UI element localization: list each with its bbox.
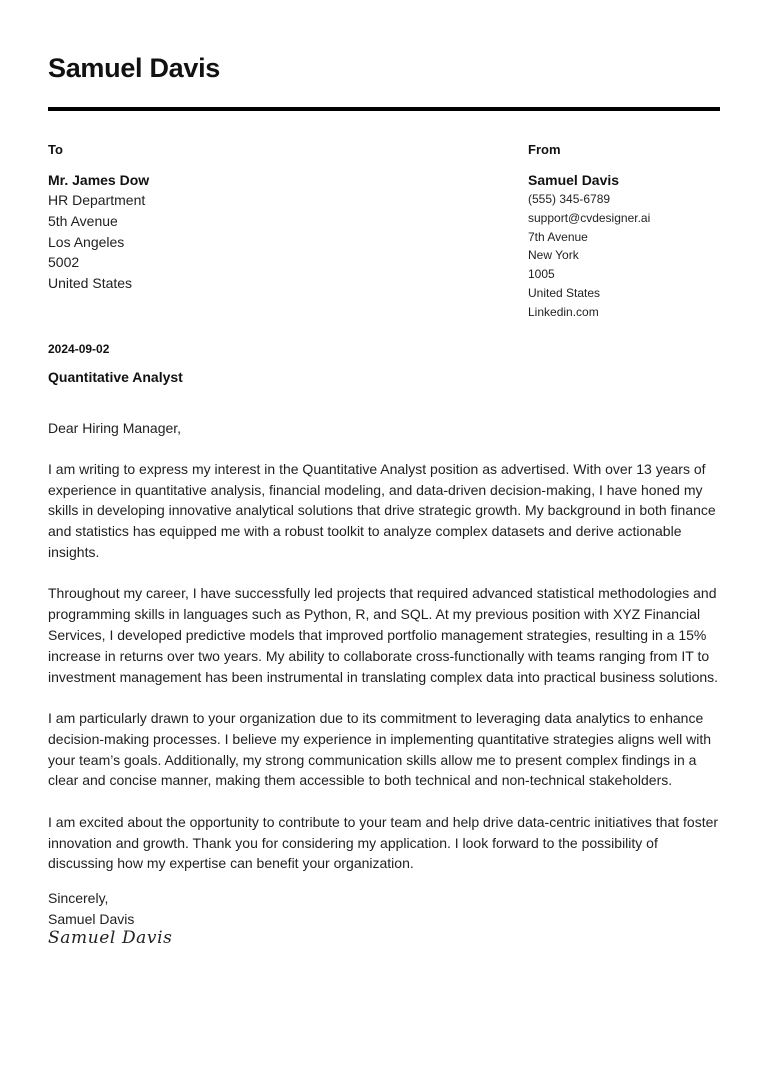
from-label: From bbox=[528, 142, 561, 157]
to-label: To bbox=[48, 142, 63, 157]
applicant-name-header: Samuel Davis bbox=[48, 53, 220, 83]
sender-email: support@cvdesigner.ai bbox=[528, 210, 651, 225]
letter-body bbox=[48, 418, 720, 930]
header-divider bbox=[48, 107, 720, 111]
sender-zip: 1005 bbox=[528, 267, 555, 282]
greeting: Dear Hiring Manager, bbox=[48, 420, 182, 436]
sender-street: 7th Avenue bbox=[528, 229, 588, 244]
recipient-country: United States bbox=[48, 275, 133, 292]
body-paragraph: I am writing to express my interest in the Quantitative Analyst position as advertised. With over 13 years of experience in quantitative analysis, financial modeling, and data-driven decision-making, I have honed my skills in developing innovative analytical solutions that drive strategic growth. My background in both finance and statistics has equipped me with a robust toolkit to analyze complex datasets and derive actionable insights. bbox=[48, 460, 716, 560]
letter-date: 2024-09-02 bbox=[48, 342, 110, 356]
handwritten-signature: Samuel Davis bbox=[48, 928, 173, 948]
recipient-city: Los Angeles bbox=[48, 233, 125, 250]
sender-city: New York bbox=[528, 248, 579, 263]
sender-website: Linkedin.com bbox=[528, 304, 599, 319]
sender-phone: (555) 345-6789 bbox=[528, 192, 611, 206]
sender-name: Samuel Davis bbox=[528, 172, 620, 188]
job-title: Quantitative Analyst bbox=[48, 369, 183, 385]
recipient-street: 5th Avenue bbox=[48, 212, 118, 229]
recipient-address bbox=[48, 170, 149, 294]
body-paragraph: I am excited about the opportunity to contribute to your team and help drive data-centric initiatives that foster innovation and growth. Thank you for considering my application. I look forward to the possibility of discussing how my expertise can benefit your organization. bbox=[48, 813, 719, 872]
recipient-department: HR Department bbox=[48, 192, 146, 208]
sender-country: United States bbox=[528, 285, 601, 300]
closing-name: Samuel Davis bbox=[48, 910, 135, 927]
valediction: Sincerely, bbox=[48, 890, 109, 907]
sender-address bbox=[528, 170, 650, 322]
body-paragraph: I am particularly drawn to your organization due to its commitment to leveraging data analytics to enhance decision-making processes. I believe my experience in implementing quantitative strategies aligns well with your team’s goals. Additionally, my strong communication skills allow me to present complex findings in a clear and concise manner, making them accessible to both technical and non-technical stakeholders. bbox=[48, 709, 711, 789]
recipient-name: Mr. James Dow bbox=[48, 172, 150, 188]
body-paragraph: Throughout my career, I have successfully led projects that required advanced statistical methodologies and programming skills in languages such as Python, R, and SQL. At my previous position with XYZ Financial Services, I developed predictive models that improved portfolio management strategies, resulting in a 15% increase in returns over two years. My ability to collaborate cross-functionally with teams ranging from IT to investment management has been instrumental in translating complex data into practical business solutions. bbox=[48, 585, 719, 685]
recipient-zip: 5002 bbox=[48, 254, 80, 271]
